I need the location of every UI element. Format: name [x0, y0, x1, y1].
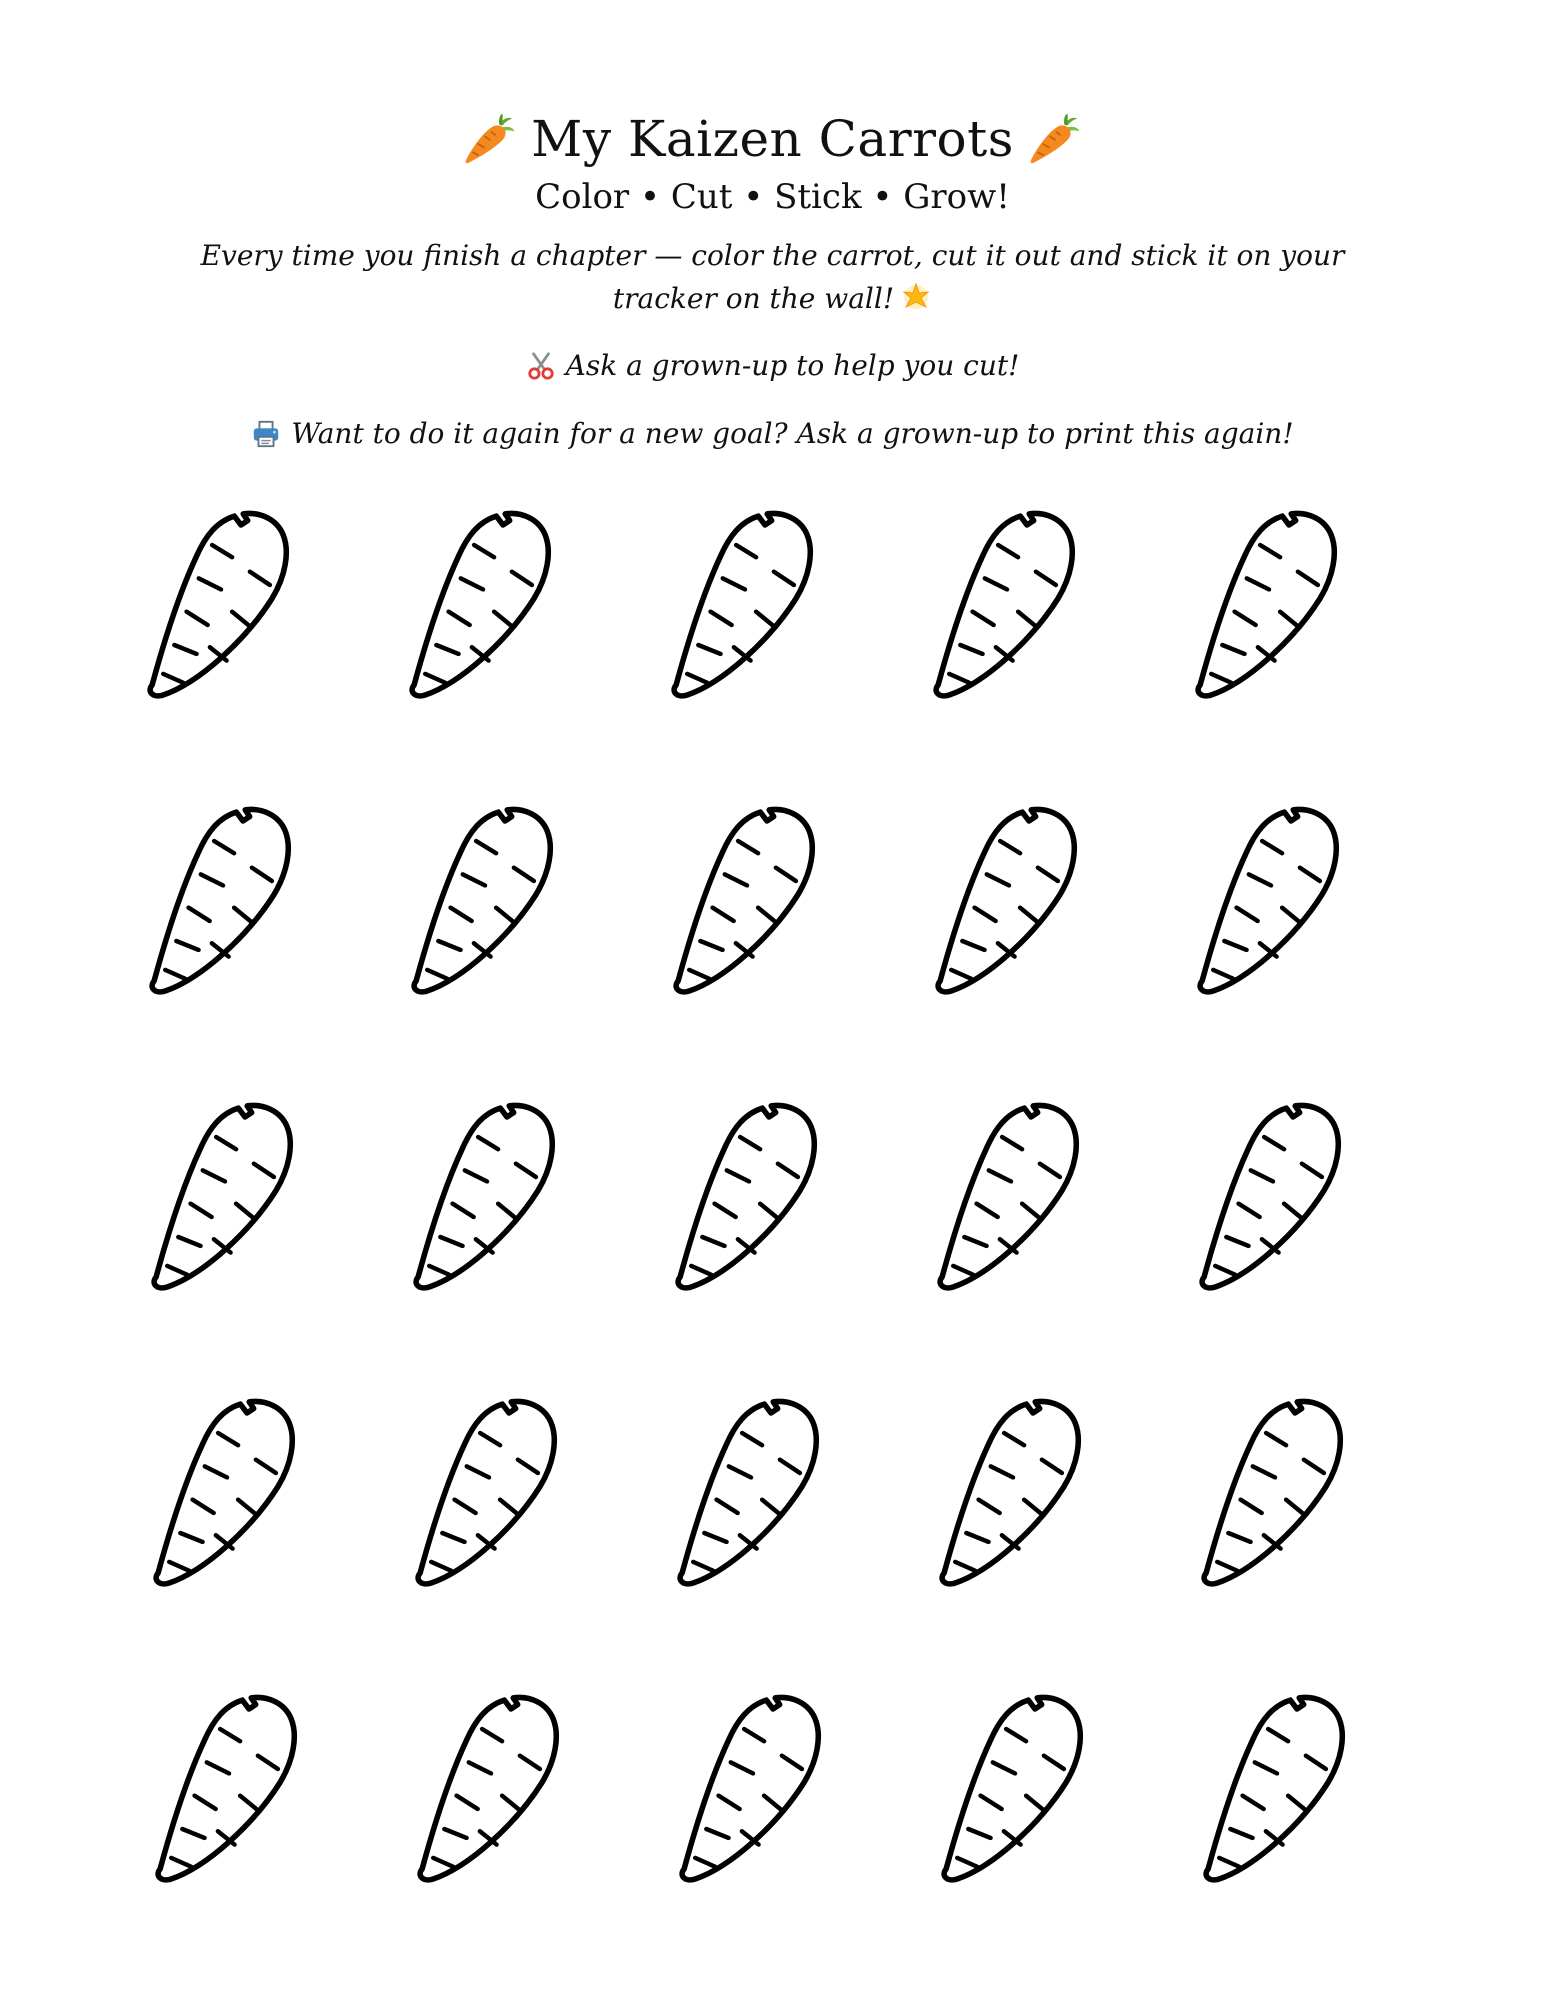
- carrot-emoji-icon: [463, 112, 517, 166]
- carrot-outline-icon: [402, 801, 568, 1001]
- carrot-outline-icon: [928, 1097, 1094, 1297]
- carrot-outline-icon: [1194, 1689, 1360, 1889]
- carrot-outline-icon: [1190, 1097, 1356, 1297]
- scissors-instruction: [0, 346, 1545, 386]
- carrot-outline-icon: [1186, 505, 1352, 705]
- carrot-outline-icon: [668, 1393, 834, 1593]
- carrot-grid: [138, 505, 1358, 1905]
- sparkle-star-icon: [900, 281, 932, 313]
- carrot-outline-icon: [666, 1097, 832, 1297]
- carrot-emoji-icon: [1028, 112, 1082, 166]
- carrot-outline-icon: [404, 1097, 570, 1297]
- carrot-outline-icon: [408, 1689, 574, 1889]
- page-title: My Kaizen Carrots: [531, 110, 1014, 168]
- carrot-outline-icon: [1192, 1393, 1358, 1593]
- carrot-outline-icon: [662, 505, 828, 705]
- main-instructions: [150, 234, 1395, 320]
- scissors-instruction-text: Ask a grown-up to help you cut!: [565, 349, 1020, 382]
- print-instruction-text: Want to do it again for a new goal? Ask a grown-up to print this again!: [291, 417, 1294, 450]
- carrot-outline-icon: [144, 1393, 310, 1593]
- title-row: [0, 104, 1545, 174]
- carrot-outline-icon: [406, 1393, 572, 1593]
- main-instructions-text: Every time you finish a chapter — color the carrot, cut it out and stick it on your tracker on the wall!: [200, 239, 1345, 315]
- carrot-outline-icon: [924, 505, 1090, 705]
- carrot-outline-icon: [140, 801, 306, 1001]
- carrot-outline-icon: [142, 1097, 308, 1297]
- scissors-icon: [526, 351, 556, 381]
- carrot-outline-icon: [670, 1689, 836, 1889]
- carrot-outline-icon: [138, 505, 304, 705]
- print-instruction: [0, 414, 1545, 454]
- carrot-outline-icon: [930, 1393, 1096, 1593]
- carrot-outline-icon: [146, 1689, 312, 1889]
- carrot-outline-icon: [932, 1689, 1098, 1889]
- carrot-outline-icon: [400, 505, 566, 705]
- printer-icon: [251, 419, 281, 449]
- carrot-outline-icon: [1188, 801, 1354, 1001]
- page-subtitle: Color • Cut • Stick • Grow!: [535, 177, 1010, 217]
- carrot-outline-icon: [664, 801, 830, 1001]
- carrot-outline-icon: [926, 801, 1092, 1001]
